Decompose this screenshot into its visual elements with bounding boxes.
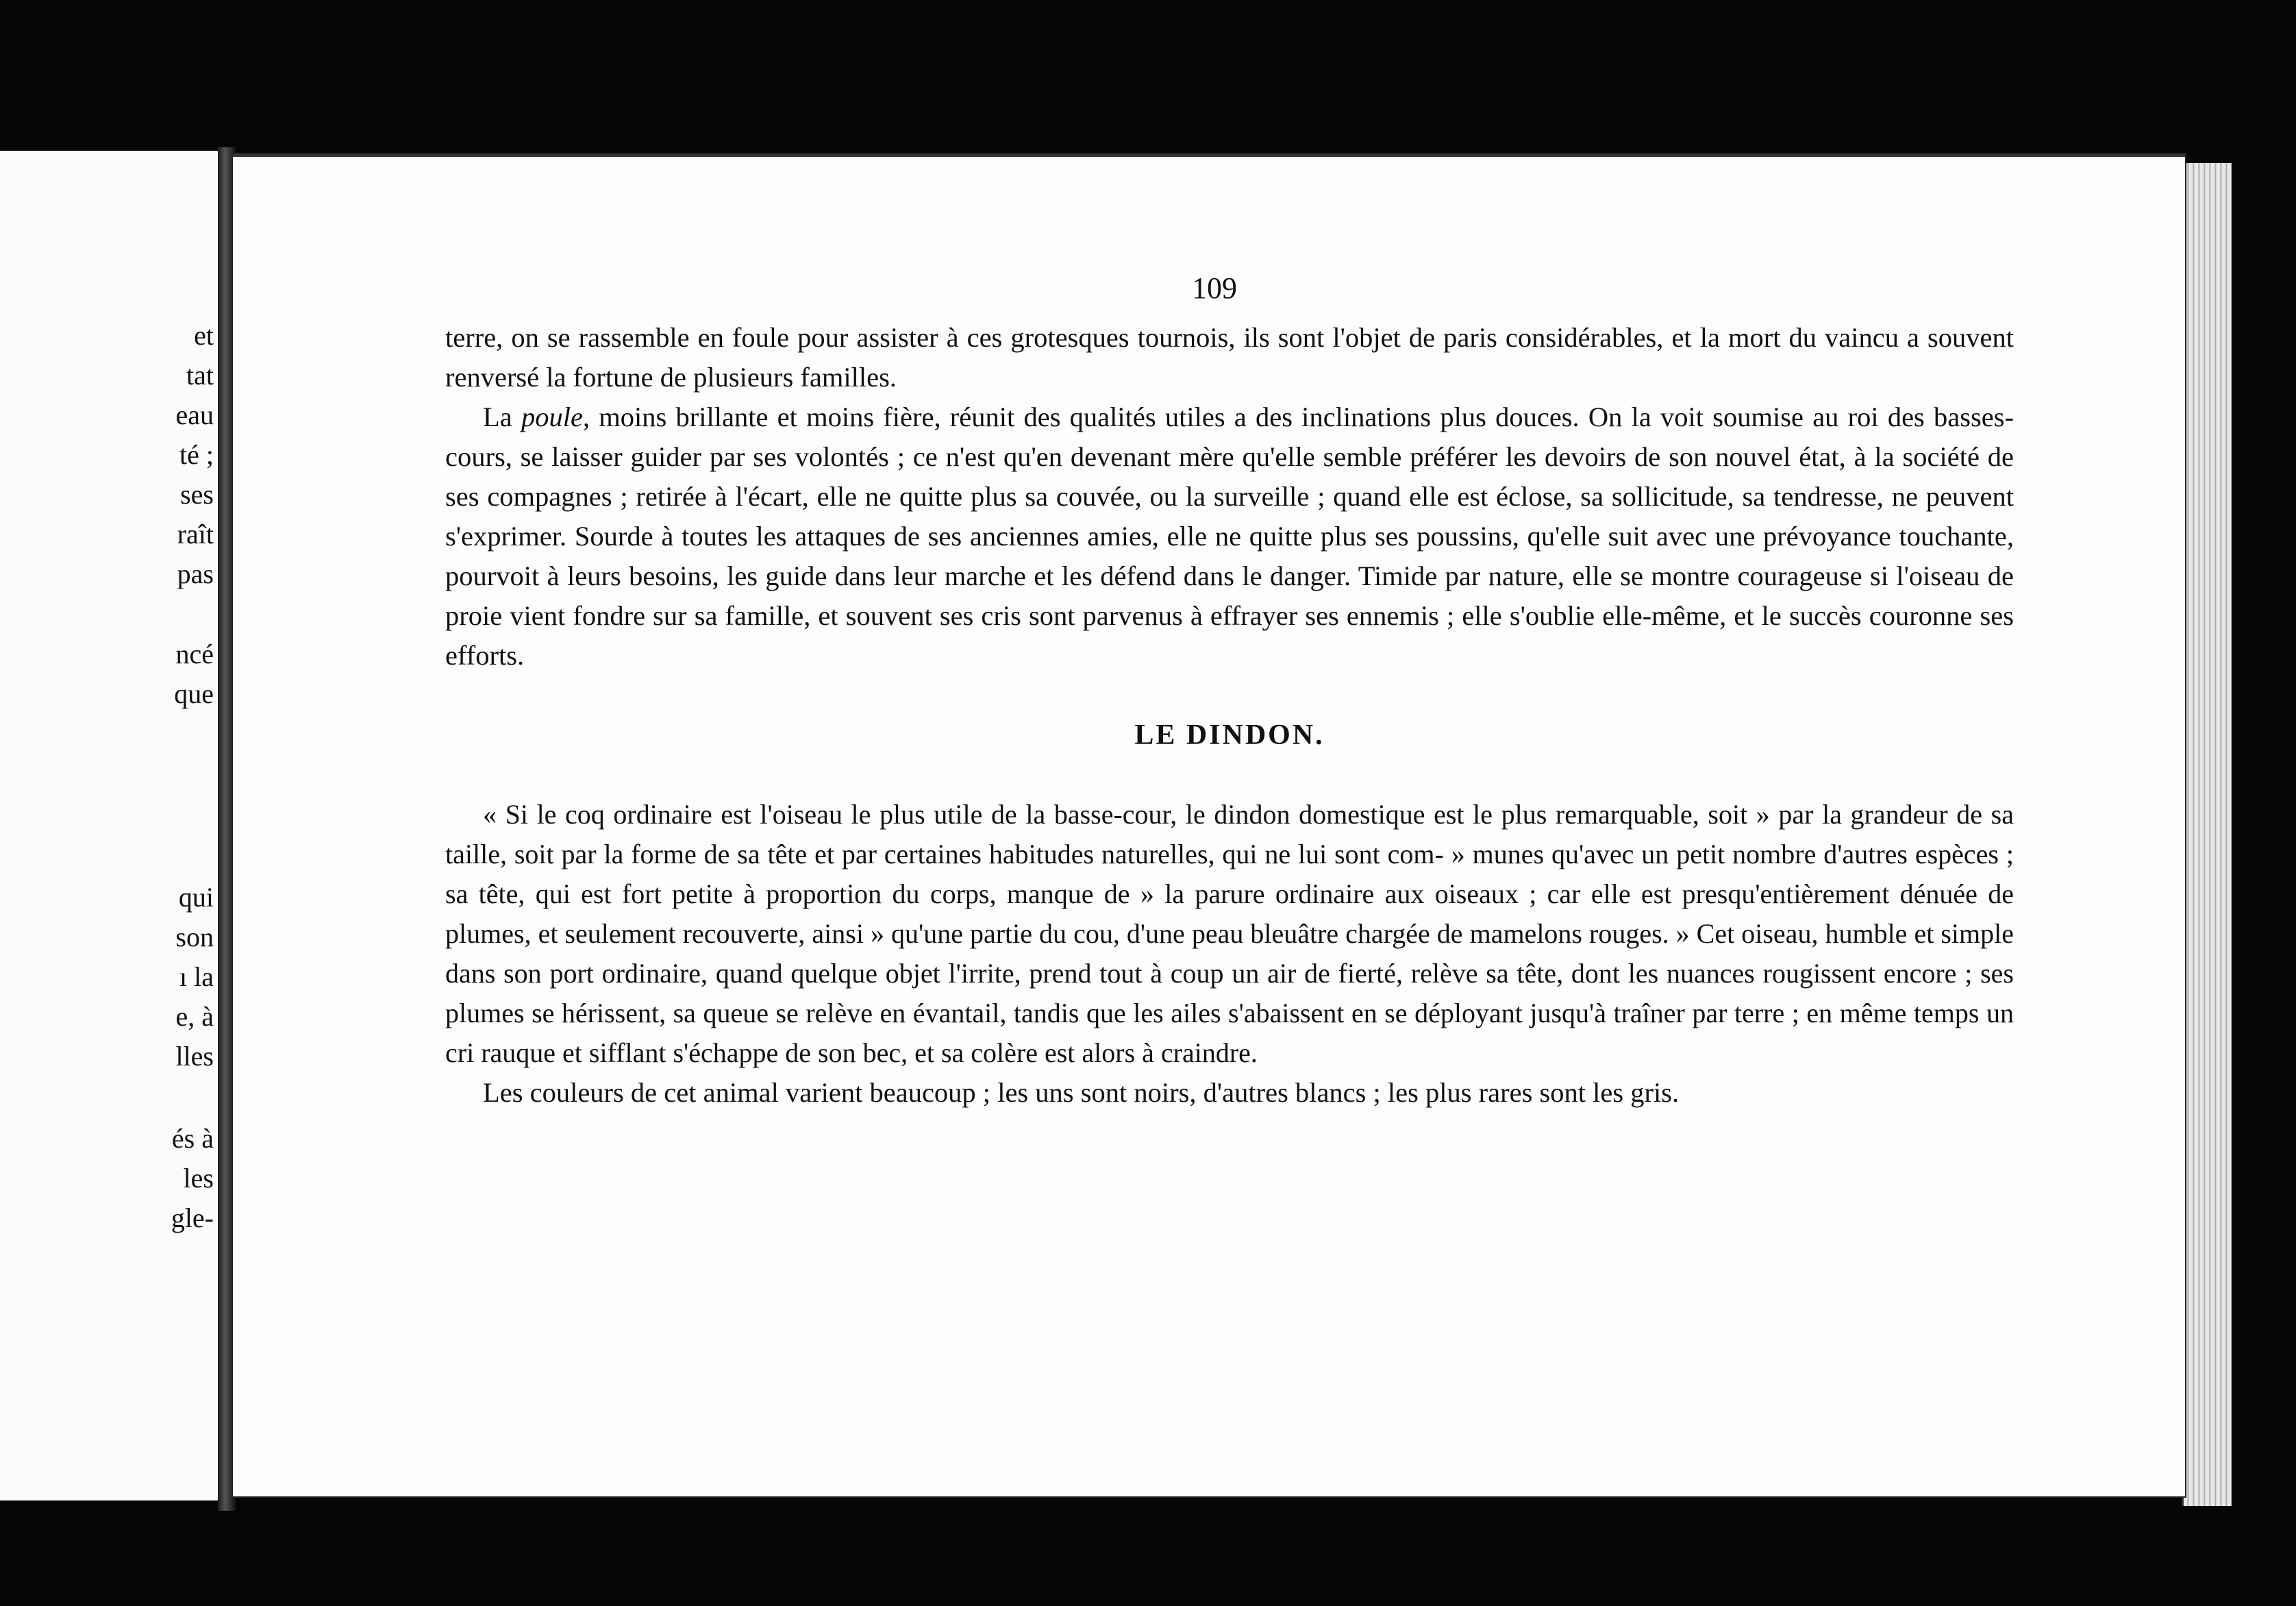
left-fragment: e, à [175,1001,214,1032]
left-page-edge [0,151,229,1500]
paragraph-continuation: terre, on se rassemble en foule pour assister à ces grotesques tournois, ils sont l'objet de paris considérables, et la mort du vaincu a souvent renversé la fortune de plusieurs familles. [445,322,2014,393]
page-number: 109 [1192,271,1237,305]
left-fragment: son [175,922,214,952]
right-page [233,154,2185,1496]
left-fragment: et [194,320,214,351]
paragraph-text: moins brillante et moins fière, réunit des qualités utiles a des inclinations plus douces. On la voit soumise au roi des basses-cours, se laisser guider par ses volontés ; ce n'est qu'en devenant mère qu'elle semble préférer les devoirs de son nouvel état, à la société de ses compagnes ; retirée à l'écart, elle ne quitte plus sa couvée, ou la surveille ; quand elle est éclose, sa sollicitude, sa tendresse, ne peuvent s'exprimer. Sourde à toutes les attaques de ses anciennes amies, elle ne quitte plus ses poussins, qu'elle suit avec une prévoyance touchante, pourvoit à leurs besoins, les guide dans leur marche et les défend dans le danger. Timide par nature, elle se montre courageuse si l'oiseau de proie vient fondre sur sa famille, et souvent ses cris sont parvenus à effrayer ses ennemis ; elle s'oublie elle-même, et le succès couronne ses efforts. [445,402,2014,671]
paragraph-text: La [483,402,521,432]
left-fragment: qui [178,882,214,913]
left-fragment: lles [175,1041,214,1072]
left-fragment: gle- [171,1202,214,1233]
left-fragment: tat [186,360,214,391]
page-text [445,318,2014,1113]
left-fragment: raît [177,519,214,549]
left-fragment: eau [175,399,214,430]
left-fragment: ncé [175,639,214,669]
left-fragment: té ; [179,439,214,470]
paragraph-couleurs: Les couleurs de cet animal varient beaucoup ; les uns sont noirs, d'autres blancs ; les plus rares sont les gris. [483,1077,1680,1108]
left-fragment: és à [171,1123,214,1154]
left-fragment: les [183,1163,214,1194]
left-fragment: que [174,678,214,709]
section-heading: LE DINDON. [1134,719,1325,751]
left-fragment: pas [177,558,214,589]
left-fragment: ses [180,479,214,510]
paragraph-dindon-quote: « Si le coq ordinaire est l'oiseau le plus utile de la basse-cour, le dindon domestique est le plus remarquable, soit » par la grandeur de sa taille, soit par la forme de sa tête et par certaines habitudes naturelles, qui ne lui sont com- » munes qu'avec un petit nombre d'autres espèces ; sa tête, qui est fort petite à proportion du corps, manque de » la parure ordinaire aux oiseaux ; car elle est presqu'entièrement dénuée de plumes, et seulement recouverte, ainsi » qu'une partie du cou, d'une peau bleuâtre chargée de mamelons rouges. » Cet oiseau, humble et simple dans son port ordinaire, quand quelque objet l'irrite, prend tout à coup un air de fierté, relève sa tête, dont les nuances rougissent encore ; ses plumes se hérissent, sa queue se relève en évantail, tandis que les ailes s'abaissent en se déployant jusqu'à traîner par terre ; en même temps un cri rauque et sifflant s'échappe de son bec, et sa colère est alors à craindre. [445,799,2014,1068]
left-fragment: ı la [179,961,214,992]
italic-term: poule, [521,402,590,432]
paragraph-poule [445,397,2014,676]
page-stack-edges [2182,163,2232,1506]
